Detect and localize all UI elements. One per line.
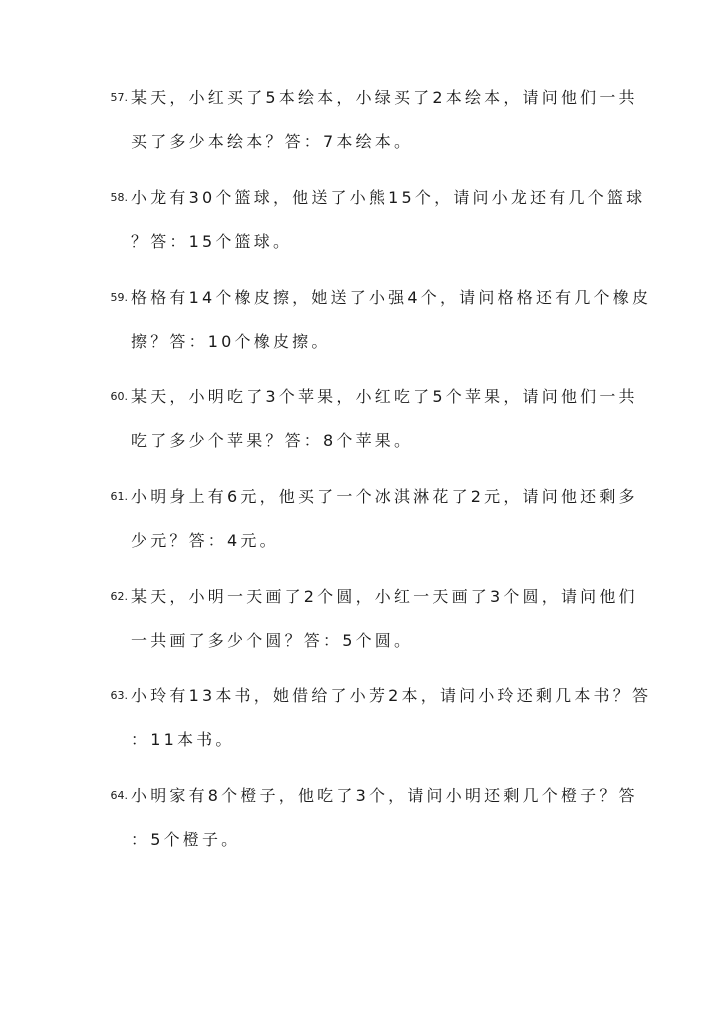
question-text-line-2: 一共画了多少个圆？答：5个圆。 (131, 631, 414, 650)
question-text-line-2: 少元？答：4元。 (131, 531, 279, 550)
question-text-line-1: 某天，小明吃了3个苹果，小红吃了5个苹果，请问他们一共 (131, 387, 638, 406)
question-number: 63. (110, 689, 128, 702)
question-text-line-2: 擦？答：10个橡皮擦。 (131, 332, 331, 351)
question-text-line-2: 买了多少本绘本？答：7本绘本。 (131, 132, 414, 151)
question-number: 58. (110, 191, 128, 204)
question-text-line-1: 某天，小红买了5本绘本，小绿买了2本绘本，请问他们一共 (131, 88, 638, 107)
question-text-line-1: 某天，小明一天画了2个圆，小红一天画了3个圆，请问他们 (131, 587, 638, 606)
question-text-line-2: ：11本书。 (131, 730, 235, 749)
question-text-line-2: 吃了多少个苹果？答：8个苹果。 (131, 431, 414, 450)
question-text-line-1: 小龙有30个篮球，他送了小熊15个，请问小龙还有几个篮球 (131, 188, 646, 207)
question-number: 61. (110, 490, 128, 503)
question-text-line-1: 格格有14个橡皮擦，她送了小强4个，请问格格还有几个橡皮 (131, 288, 652, 307)
question-text-line-1: 小明家有8个橙子，他吃了3个，请问小明还剩几个橙子？答 (131, 786, 638, 805)
question-number: 64. (110, 789, 128, 802)
question-number: 57. (110, 91, 128, 104)
question-text-line-1: 小明身上有6元，他买了一个冰淇淋花了2元，请问他还剩多 (131, 487, 638, 506)
question-text-line-2: ？答：15个篮球。 (131, 232, 293, 251)
question-number: 62. (110, 590, 128, 603)
question-text-line-1: 小玲有13本书，她借给了小芳2本，请问小玲还剩几本书？答 (131, 686, 652, 705)
question-number: 60. (110, 390, 128, 403)
question-number: 59. (110, 291, 128, 304)
question-text-line-2: ：5个橙子。 (131, 830, 241, 849)
